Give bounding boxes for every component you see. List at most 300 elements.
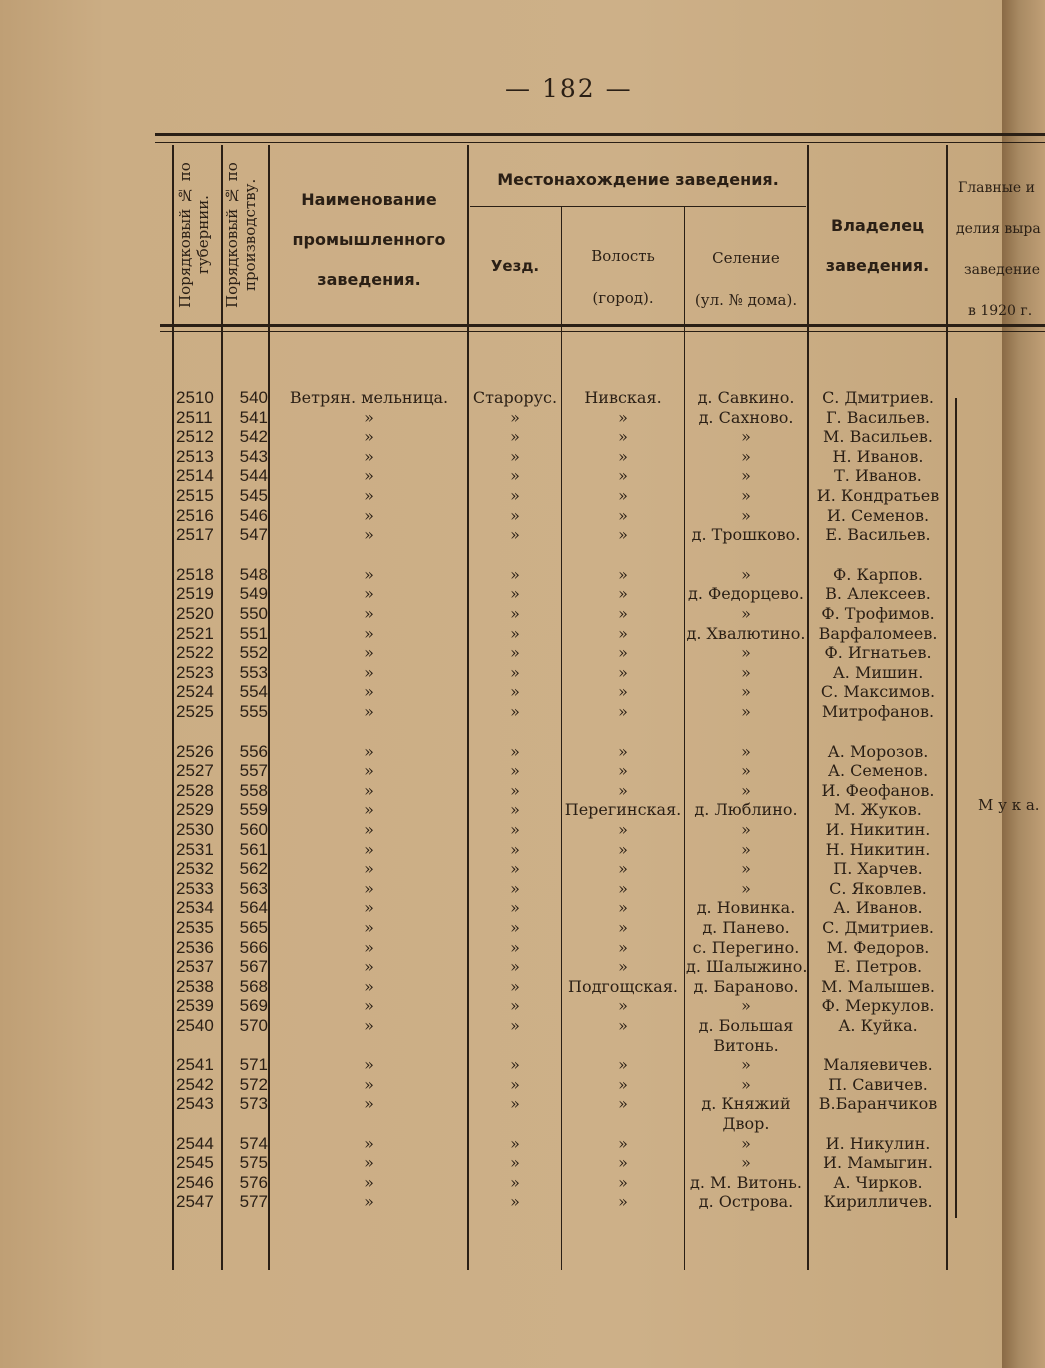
row-selenie: » bbox=[741, 761, 751, 780]
header-gub-number: Порядковый № по губернии. bbox=[176, 162, 212, 308]
row-owner: Н. Иванов. bbox=[832, 447, 924, 466]
row-volost: Нивская. bbox=[584, 388, 662, 407]
row-prod: 571 bbox=[239, 1055, 268, 1074]
row-volost: » bbox=[618, 1134, 628, 1153]
location-subrule bbox=[470, 206, 806, 207]
col-divider-6 bbox=[807, 145, 809, 1270]
row-uezd: » bbox=[510, 781, 520, 800]
row-selenie: д. Новинка. bbox=[696, 898, 796, 917]
row-name: » bbox=[364, 840, 374, 859]
row-selenie: » bbox=[741, 781, 751, 800]
header-selenie bbox=[686, 237, 806, 321]
row-owner: П. Харчев. bbox=[833, 859, 923, 878]
row-selenie: д. Бараново. bbox=[693, 977, 799, 996]
row-owner: А. Иванов. bbox=[833, 898, 923, 917]
row-selenie: д. Хвалютино. bbox=[686, 624, 806, 643]
row-owner: М. Малышев. bbox=[821, 977, 935, 996]
row-prod: 549 bbox=[239, 584, 268, 603]
row-selenie: » bbox=[741, 506, 751, 525]
row-name: » bbox=[364, 604, 374, 623]
row-name: » bbox=[364, 1016, 374, 1035]
products-brace bbox=[955, 398, 957, 1218]
row-gub: 2538 bbox=[176, 977, 214, 996]
row-gub: 2546 bbox=[176, 1173, 214, 1192]
row-volost: » bbox=[618, 996, 628, 1015]
row-gub: 2534 bbox=[176, 898, 214, 917]
row-name: » bbox=[364, 525, 374, 544]
row-prod: 577 bbox=[239, 1192, 268, 1211]
row-selenie: » bbox=[741, 565, 751, 584]
row-name: » bbox=[364, 624, 374, 643]
row-selenie: д. Острова. bbox=[698, 1192, 794, 1211]
row-volost: » bbox=[618, 408, 628, 427]
row-gub: 2515 bbox=[176, 486, 214, 505]
row-name: » bbox=[364, 447, 374, 466]
row-selenie: д. Люблино. bbox=[694, 800, 798, 819]
row-name: » bbox=[364, 1094, 374, 1113]
row-volost: » bbox=[618, 466, 628, 485]
header-selenie-line1: Селение bbox=[712, 249, 780, 267]
row-uezd: » bbox=[510, 682, 520, 701]
row-gub: 2524 bbox=[176, 682, 214, 701]
row-name: » bbox=[364, 781, 374, 800]
row-gub: 2523 bbox=[176, 663, 214, 682]
row-uezd: » bbox=[510, 506, 520, 525]
row-volost: » bbox=[618, 1173, 628, 1192]
row-owner: И. Никулин. bbox=[825, 1134, 931, 1153]
row-uezd: » bbox=[510, 624, 520, 643]
row-selenie: д. Панево. bbox=[702, 918, 790, 937]
row-selenie: » bbox=[741, 447, 751, 466]
header-volost bbox=[563, 235, 683, 319]
row-owner: А. Семенов. bbox=[827, 761, 929, 780]
row-gub: 2547 bbox=[176, 1192, 214, 1211]
row-owner: П. Савичев. bbox=[828, 1075, 928, 1094]
row-name: » bbox=[364, 1055, 374, 1074]
row-prod: 555 bbox=[239, 702, 268, 721]
row-prod: 565 bbox=[239, 918, 268, 937]
header-products-line1: Главные и bbox=[958, 180, 1035, 196]
row-volost: Подгощская. bbox=[567, 977, 678, 996]
row-uezd: » bbox=[510, 702, 520, 721]
row-owner: Г. Васильев. bbox=[825, 408, 931, 427]
row-name: » bbox=[364, 977, 374, 996]
row-volost: » bbox=[618, 682, 628, 701]
row-selenie: » bbox=[741, 1134, 751, 1153]
row-selenie: » bbox=[741, 879, 751, 898]
row-volost: » bbox=[618, 781, 628, 800]
row-prod: 561 bbox=[239, 840, 268, 859]
header-owner-line1: Владелец bbox=[831, 216, 924, 235]
row-owner: М. Жуков. bbox=[834, 800, 922, 819]
row-name: » bbox=[364, 918, 374, 937]
row-gub: 2511 bbox=[176, 408, 213, 427]
row-gub: 2531 bbox=[176, 840, 214, 859]
row-uezd: » bbox=[510, 427, 520, 446]
row-uezd: » bbox=[510, 1075, 520, 1094]
row-selenie: » bbox=[741, 742, 751, 761]
row-uezd: » bbox=[510, 466, 520, 485]
row-owner: Т. Иванов. bbox=[834, 466, 922, 485]
row-prod: 552 bbox=[239, 643, 268, 662]
row-volost: » bbox=[618, 742, 628, 761]
row-name: » bbox=[364, 486, 374, 505]
row-name: » bbox=[364, 663, 374, 682]
row-owner: А. Морозов. bbox=[827, 742, 929, 761]
row-owner: И. Кондратьев bbox=[816, 486, 940, 505]
products-note: М у к а. bbox=[978, 796, 1040, 814]
row-name: » bbox=[364, 820, 374, 839]
row-gub: 2540 bbox=[176, 1016, 214, 1035]
header-name-line3: заведения. bbox=[317, 270, 421, 289]
row-name: » bbox=[364, 1075, 374, 1094]
row-name: » bbox=[364, 408, 374, 427]
row-owner: Маляевичев. bbox=[823, 1055, 933, 1074]
row-owner: И. Семенов. bbox=[826, 506, 930, 525]
row-owner: И. Феофанов. bbox=[821, 781, 935, 800]
header-products-line2: делия выра bbox=[956, 221, 1041, 237]
row-uezd: » bbox=[510, 1134, 520, 1153]
row-uezd: » bbox=[510, 957, 520, 976]
row-name: » bbox=[364, 761, 374, 780]
row-owner: Ф. Игнатьев. bbox=[824, 643, 932, 662]
row-prod: 576 bbox=[239, 1173, 268, 1192]
row-name: » bbox=[364, 742, 374, 761]
row-owner: А. Мишин. bbox=[832, 663, 924, 682]
row-gub: 2520 bbox=[176, 604, 214, 623]
row-volost: » bbox=[618, 1153, 628, 1172]
row-prod: 556 bbox=[239, 742, 268, 761]
row-owner: И. Мамыгин. bbox=[822, 1153, 934, 1172]
row-name: » bbox=[364, 938, 374, 957]
row-volost: » bbox=[618, 918, 628, 937]
row-uezd: » bbox=[510, 525, 520, 544]
row-selenie: д. Шалыжино. bbox=[686, 957, 808, 976]
row-selenie: д. Трошково. bbox=[691, 525, 801, 544]
row-uezd: » bbox=[510, 996, 520, 1015]
row-prod: 566 bbox=[239, 938, 268, 957]
page-number: — 182 — bbox=[505, 74, 633, 103]
row-prod: 573 bbox=[239, 1094, 268, 1113]
row-gub: 2528 bbox=[176, 781, 214, 800]
row-owner: В. Алексеев. bbox=[825, 584, 931, 603]
top-rule-thin bbox=[155, 142, 1045, 143]
row-gub: 2514 bbox=[176, 466, 214, 485]
row-name: » bbox=[364, 466, 374, 485]
header-volost-line2: (город). bbox=[592, 289, 654, 307]
row-uezd: » bbox=[510, 408, 520, 427]
row-uezd: » bbox=[510, 800, 520, 819]
row-prod: 575 bbox=[239, 1153, 268, 1172]
row-selenie: д. М. Витонь. bbox=[690, 1173, 802, 1192]
row-gub: 2518 bbox=[176, 565, 214, 584]
row-uezd: » bbox=[510, 1016, 520, 1035]
row-owner: Ф. Меркулов. bbox=[821, 996, 935, 1015]
row-uezd: » bbox=[510, 977, 520, 996]
row-selenie: д. Федорцево. bbox=[688, 584, 804, 603]
row-selenie: » bbox=[741, 820, 751, 839]
row-uezd: » bbox=[510, 879, 520, 898]
row-prod: 568 bbox=[239, 977, 268, 996]
header-owner bbox=[810, 206, 945, 286]
row-name: » bbox=[364, 1173, 374, 1192]
row-prod: 570 bbox=[239, 1016, 268, 1035]
row-volost: » bbox=[618, 1055, 628, 1074]
row-name: » bbox=[364, 957, 374, 976]
top-rule-thick bbox=[155, 133, 1045, 136]
col-divider-left bbox=[172, 145, 174, 1270]
row-name: » bbox=[364, 996, 374, 1015]
row-name: » bbox=[364, 1153, 374, 1172]
row-uezd: » bbox=[510, 565, 520, 584]
row-owner: Ф. Карпов. bbox=[832, 565, 923, 584]
row-prod: 553 bbox=[239, 663, 268, 682]
row-uezd: » bbox=[510, 1153, 520, 1172]
row-gub: 2535 bbox=[176, 918, 214, 937]
row-name: » bbox=[364, 584, 374, 603]
row-prod: 557 bbox=[239, 761, 268, 780]
row-uezd: » bbox=[510, 604, 520, 623]
row-volost: » bbox=[618, 702, 628, 721]
row-gub: 2517 bbox=[176, 525, 214, 544]
row-name: » bbox=[364, 565, 374, 584]
row-volost: » bbox=[618, 1016, 628, 1035]
row-selenie: » bbox=[741, 996, 751, 1015]
header-uezd: Уезд. bbox=[490, 257, 540, 275]
row-volost: Перегинская. bbox=[564, 800, 682, 819]
row-gub: 2522 bbox=[176, 643, 214, 662]
row-name: » bbox=[364, 682, 374, 701]
row-selenie: » bbox=[741, 427, 751, 446]
row-owner: С. Дмитриев. bbox=[822, 918, 934, 937]
row-name: » bbox=[364, 702, 374, 721]
col-divider-2 bbox=[268, 145, 270, 1270]
row-uezd: » bbox=[510, 840, 520, 859]
row-volost: » bbox=[618, 506, 628, 525]
row-owner: В.Баранчиков bbox=[818, 1094, 938, 1113]
row-selenie: » bbox=[741, 486, 751, 505]
row-selenie2: Витонь. bbox=[713, 1036, 779, 1055]
row-owner: Митрофанов. bbox=[821, 702, 935, 721]
row-gub: 2545 bbox=[176, 1153, 214, 1172]
row-volost: » bbox=[618, 761, 628, 780]
row-name: » bbox=[364, 1192, 374, 1211]
row-volost: » bbox=[618, 859, 628, 878]
header-rule-thin bbox=[160, 331, 1045, 332]
row-owner: С. Яковлев. bbox=[829, 879, 927, 898]
row-prod: 562 bbox=[239, 859, 268, 878]
row-prod: 554 bbox=[239, 682, 268, 701]
row-uezd: » bbox=[510, 859, 520, 878]
row-gub: 2530 bbox=[176, 820, 214, 839]
row-selenie: » bbox=[741, 466, 751, 485]
row-selenie: » bbox=[741, 1075, 751, 1094]
row-owner: А. Чирков. bbox=[833, 1173, 923, 1192]
row-name: Ветрян. мельница. bbox=[289, 388, 449, 407]
row-volost: » bbox=[618, 427, 628, 446]
row-gub: 2541 bbox=[176, 1055, 214, 1074]
header-establishment-name bbox=[272, 180, 466, 300]
col-divider-4 bbox=[561, 207, 562, 1270]
row-prod: 548 bbox=[239, 565, 268, 584]
row-volost: » bbox=[618, 643, 628, 662]
row-gub: 2542 bbox=[176, 1075, 214, 1094]
row-volost: » bbox=[618, 1075, 628, 1094]
row-prod: 547 bbox=[239, 525, 268, 544]
row-gub: 2544 bbox=[176, 1134, 214, 1153]
row-gub: 2512 bbox=[176, 427, 214, 446]
row-gub: 2526 bbox=[176, 742, 214, 761]
row-selenie: » bbox=[741, 663, 751, 682]
header-products-line3: заведение bbox=[964, 262, 1041, 278]
row-owner: А. Куйка. bbox=[838, 1016, 918, 1035]
row-volost: » bbox=[618, 840, 628, 859]
row-name: » bbox=[364, 859, 374, 878]
header-name-line1: Наименование bbox=[301, 190, 437, 209]
row-gub: 2516 bbox=[176, 506, 214, 525]
row-volost: » bbox=[618, 820, 628, 839]
row-volost: » bbox=[618, 1192, 628, 1211]
row-prod: 541 bbox=[239, 408, 268, 427]
col-divider-5 bbox=[684, 207, 685, 1270]
row-selenie: » bbox=[741, 643, 751, 662]
row-gub: 2537 bbox=[176, 957, 214, 976]
row-selenie2: Двор. bbox=[722, 1114, 770, 1133]
row-prod: 543 bbox=[239, 447, 268, 466]
row-volost: » bbox=[618, 624, 628, 643]
header-name-line2: промышленного bbox=[292, 230, 446, 249]
row-gub: 2529 bbox=[176, 800, 214, 819]
header-selenie-line2: (ул. № дома). bbox=[694, 291, 798, 309]
row-selenie: » bbox=[741, 840, 751, 859]
row-owner: М. Федоров. bbox=[826, 938, 930, 957]
row-owner: Кирилличев. bbox=[823, 1192, 933, 1211]
row-name: » bbox=[364, 643, 374, 662]
row-volost: » bbox=[618, 447, 628, 466]
row-prod: 559 bbox=[239, 800, 268, 819]
row-gub: 2532 bbox=[176, 859, 214, 878]
row-gub: 2510 bbox=[176, 388, 214, 407]
col-divider-7 bbox=[946, 145, 948, 1270]
header-volost-line1: Волость bbox=[591, 247, 655, 265]
row-selenie: » bbox=[741, 682, 751, 701]
row-gub: 2543 bbox=[176, 1094, 214, 1113]
row-prod: 551 bbox=[239, 624, 268, 643]
row-name: » bbox=[364, 898, 374, 917]
row-uezd: » bbox=[510, 1055, 520, 1074]
row-uezd: » bbox=[510, 938, 520, 957]
row-prod: 540 bbox=[239, 388, 268, 407]
row-gub: 2536 bbox=[176, 938, 214, 957]
row-uezd: » bbox=[510, 643, 520, 662]
row-selenie: » bbox=[741, 604, 751, 623]
header-products-line4: в 1920 г. bbox=[968, 303, 1033, 319]
row-gub: 2513 bbox=[176, 447, 214, 466]
row-prod: 564 bbox=[239, 898, 268, 917]
row-prod: 545 bbox=[239, 486, 268, 505]
row-owner: Е. Васильев. bbox=[825, 525, 931, 544]
row-volost: » bbox=[618, 663, 628, 682]
row-name: » bbox=[364, 1134, 374, 1153]
row-uezd: » bbox=[510, 742, 520, 761]
row-owner: Е. Петров. bbox=[833, 957, 923, 976]
row-volost: » bbox=[618, 1094, 628, 1113]
row-gub: 2525 bbox=[176, 702, 214, 721]
row-selenie: с. Перегино. bbox=[692, 938, 800, 957]
row-name: » bbox=[364, 879, 374, 898]
row-uezd: » bbox=[510, 663, 520, 682]
row-volost: » bbox=[618, 584, 628, 603]
row-owner: Н. Никитин. bbox=[825, 840, 931, 859]
row-volost: » bbox=[618, 938, 628, 957]
row-owner: И. Никитин. bbox=[825, 820, 931, 839]
row-uezd: » bbox=[510, 447, 520, 466]
row-volost: » bbox=[618, 957, 628, 976]
row-uezd: » bbox=[510, 898, 520, 917]
row-prod: 544 bbox=[239, 466, 268, 485]
row-owner: М. Васильев. bbox=[823, 427, 933, 446]
row-prod: 574 bbox=[239, 1134, 268, 1153]
row-prod: 546 bbox=[239, 506, 268, 525]
row-uezd: » bbox=[510, 584, 520, 603]
row-selenie: д. Большая bbox=[698, 1016, 794, 1035]
row-volost: » bbox=[618, 879, 628, 898]
row-gub: 2539 bbox=[176, 996, 214, 1015]
row-volost: » bbox=[618, 525, 628, 544]
row-prod: 558 bbox=[239, 781, 268, 800]
row-owner: С. Дмитриев. bbox=[822, 388, 934, 407]
row-uezd: » bbox=[510, 761, 520, 780]
row-volost: » bbox=[618, 486, 628, 505]
header-products bbox=[950, 168, 1045, 332]
row-prod: 542 bbox=[239, 427, 268, 446]
row-prod: 550 bbox=[239, 604, 268, 623]
row-gub: 2519 bbox=[176, 584, 214, 603]
row-selenie: » bbox=[741, 702, 751, 721]
col-divider-3 bbox=[467, 145, 469, 1270]
row-selenie: д. Сахново. bbox=[698, 408, 794, 427]
row-gub: 2521 bbox=[176, 624, 214, 643]
row-owner: С. Максимов. bbox=[820, 682, 936, 701]
row-owner: Ф. Трофимов. bbox=[821, 604, 935, 623]
row-volost: » bbox=[618, 898, 628, 917]
row-gub: 2533 bbox=[176, 879, 214, 898]
header-owner-line2: заведения. bbox=[825, 256, 930, 275]
row-uezd: » bbox=[510, 486, 520, 505]
row-selenie: д. Княжий bbox=[701, 1094, 791, 1113]
row-prod: 560 bbox=[239, 820, 268, 839]
row-uezd: » bbox=[510, 918, 520, 937]
row-selenie: » bbox=[741, 859, 751, 878]
row-prod: 569 bbox=[239, 996, 268, 1015]
row-name: » bbox=[364, 800, 374, 819]
row-uezd: Старорус. bbox=[472, 388, 558, 407]
row-prod: 563 bbox=[239, 879, 268, 898]
row-uezd: » bbox=[510, 1173, 520, 1192]
row-uezd: » bbox=[510, 1094, 520, 1113]
row-name: » bbox=[364, 427, 374, 446]
row-volost: » bbox=[618, 604, 628, 623]
row-selenie: » bbox=[741, 1055, 751, 1074]
row-prod: 567 bbox=[239, 957, 268, 976]
row-uezd: » bbox=[510, 820, 520, 839]
header-prod-number: Порядковый № по производству. bbox=[223, 162, 259, 308]
row-selenie: д. Савкино. bbox=[697, 388, 795, 407]
header-location: Местонахождение заведения. bbox=[497, 170, 779, 189]
row-owner: Варфаломеев. bbox=[818, 624, 938, 643]
header-rule-thick bbox=[160, 324, 1045, 327]
row-uezd: » bbox=[510, 1192, 520, 1211]
